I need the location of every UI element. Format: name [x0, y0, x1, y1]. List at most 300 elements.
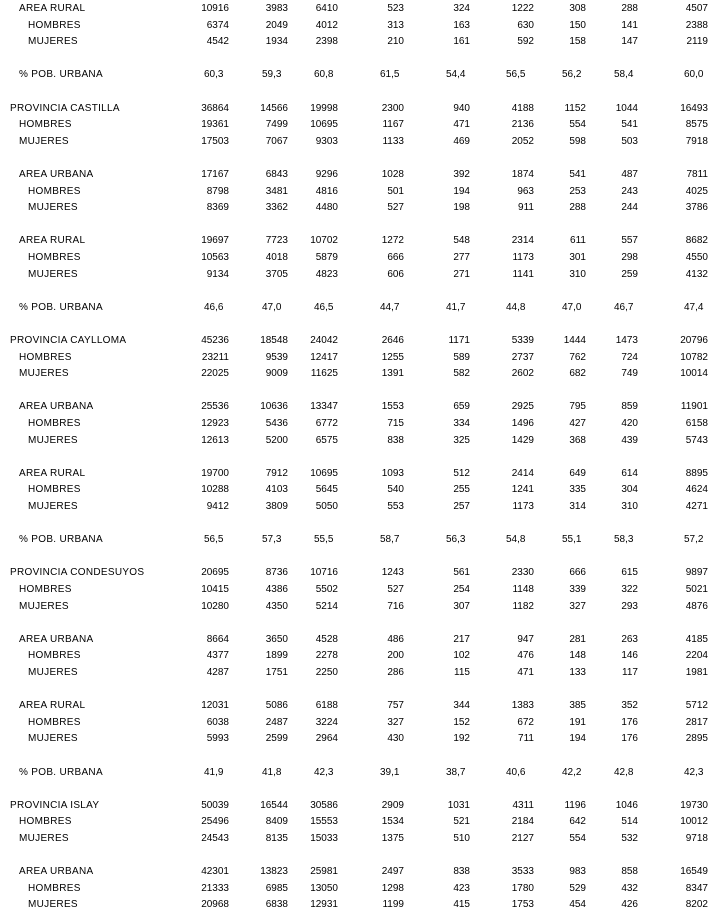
value-cell: 715 — [387, 418, 404, 429]
value-cell: 146 — [621, 650, 638, 662]
value-cell: 1243 — [381, 567, 404, 579]
value-cell: 25981 — [310, 866, 338, 878]
value-cell: 38,7 — [446, 766, 466, 778]
value-cell: 1141 — [512, 268, 534, 280]
value-cell: 2136 — [511, 119, 534, 131]
value-cell: 598 — [569, 135, 586, 147]
value-cell: 22025 — [201, 368, 229, 380]
value-cell: 4480 — [315, 202, 338, 214]
table-row — [0, 599, 712, 616]
value-cell: 4876 — [685, 600, 708, 612]
value-cell: 2119 — [686, 36, 708, 48]
value-cell: 39,1 — [380, 766, 400, 778]
value-cell: 13050 — [310, 882, 338, 894]
value-cell: 541 — [569, 169, 586, 180]
value-cell: 10014 — [680, 368, 708, 380]
row-label: PROVINCIA CAYLLOMA — [10, 335, 127, 346]
value-cell: 749 — [621, 368, 638, 380]
value-cell: 10695 — [310, 119, 338, 131]
value-cell: 210 — [387, 36, 404, 48]
value-cell: 152 — [453, 716, 470, 728]
value-cell: 454 — [569, 899, 586, 911]
table-row — [0, 814, 712, 831]
percent-urban-row — [0, 300, 712, 317]
value-cell: 176 — [621, 733, 638, 745]
value-cell: 301 — [569, 252, 586, 263]
value-cell: 1981 — [685, 667, 708, 678]
table-row — [0, 499, 712, 516]
value-cell: 1196 — [564, 799, 586, 811]
value-cell: 615 — [621, 567, 638, 579]
table-row — [0, 831, 712, 848]
value-cell: 471 — [517, 667, 534, 678]
area-row — [0, 698, 712, 715]
row-label: HOMBRES — [28, 252, 81, 263]
percent-urban-row — [0, 532, 712, 549]
value-cell: 9718 — [685, 833, 708, 844]
table-row — [0, 433, 712, 450]
value-cell: 46,7 — [614, 301, 634, 313]
value-cell: 259 — [621, 268, 638, 280]
table-row — [0, 34, 712, 51]
value-cell: 194 — [569, 733, 586, 745]
value-cell: 423 — [453, 882, 470, 894]
value-cell: 36864 — [201, 102, 229, 114]
value-cell: 4823 — [315, 268, 338, 280]
row-label: HOMBRES — [19, 119, 72, 131]
value-cell: 191 — [569, 716, 586, 728]
value-cell: 60,0 — [684, 69, 704, 81]
value-cell: 1553 — [381, 401, 404, 413]
value-cell: 4025 — [685, 185, 708, 197]
value-cell: 5200 — [265, 434, 288, 446]
value-cell: 61,5 — [380, 69, 400, 81]
value-cell: 432 — [621, 882, 638, 894]
value-cell: 2314 — [511, 235, 534, 247]
spacer-row — [0, 516, 712, 533]
value-cell: 327 — [569, 600, 586, 612]
value-cell: 5879 — [315, 252, 338, 263]
value-cell: 4287 — [206, 667, 229, 678]
value-cell: 46,5 — [314, 301, 334, 313]
value-cell: 41,7 — [446, 301, 466, 313]
spacer-row — [0, 449, 712, 466]
value-cell: 3481 — [265, 185, 288, 197]
value-cell: 324 — [453, 3, 470, 14]
value-cell: 9303 — [315, 135, 338, 147]
value-cell: 983 — [569, 866, 586, 878]
value-cell: 254 — [453, 584, 470, 595]
spacer-row — [0, 283, 712, 300]
value-cell: 20796 — [680, 335, 708, 346]
value-cell: 1171 — [448, 335, 470, 346]
value-cell: 427 — [569, 418, 586, 429]
value-cell: 2925 — [511, 401, 534, 413]
spacer-row — [0, 615, 712, 632]
value-cell: 557 — [621, 235, 638, 247]
table-row — [0, 665, 712, 682]
value-cell: 4012 — [315, 19, 338, 31]
value-cell: 57,3 — [262, 534, 282, 546]
value-cell: 9897 — [685, 567, 708, 579]
value-cell: 60,8 — [314, 69, 334, 81]
value-cell: 630 — [517, 19, 534, 31]
value-cell: 288 — [621, 3, 638, 14]
value-cell: 1173 — [512, 501, 534, 512]
value-cell: 55,5 — [314, 534, 334, 546]
value-cell: 19361 — [201, 119, 229, 131]
row-label: AREA RURAL — [19, 3, 86, 14]
value-cell: 795 — [569, 401, 586, 413]
table-row — [0, 715, 712, 732]
row-label: MUJERES — [28, 36, 78, 48]
value-cell: 8369 — [206, 202, 229, 214]
value-cell: 911 — [518, 202, 534, 214]
value-cell: 147 — [621, 36, 638, 48]
value-cell: 2184 — [511, 816, 534, 828]
value-cell: 4542 — [206, 36, 229, 48]
value-cell: 487 — [621, 169, 638, 180]
value-cell: 19697 — [201, 235, 229, 247]
value-cell: 532 — [621, 833, 638, 844]
value-cell: 392 — [453, 169, 470, 180]
row-label: AREA URBANA — [19, 866, 94, 878]
value-cell: 2278 — [315, 650, 338, 662]
value-cell: 614 — [621, 467, 638, 479]
value-cell: 1751 — [265, 667, 288, 678]
row-label: MUJERES — [28, 268, 78, 280]
value-cell: 46,6 — [204, 301, 224, 313]
value-cell: 200 — [387, 650, 404, 662]
value-cell: 2204 — [685, 650, 708, 662]
value-cell: 9539 — [265, 351, 288, 363]
value-cell: 5502 — [315, 584, 338, 595]
table-row — [0, 267, 712, 284]
value-cell: 44,8 — [506, 301, 526, 313]
value-cell: 1391 — [381, 368, 404, 380]
value-cell: 859 — [621, 401, 638, 413]
value-cell: 8798 — [206, 185, 229, 197]
value-cell: 2052 — [511, 135, 534, 147]
spacer-row — [0, 150, 712, 167]
row-label: MUJERES — [19, 833, 69, 844]
value-cell: 271 — [453, 268, 470, 280]
value-cell: 757 — [387, 700, 404, 712]
value-cell: 7918 — [685, 135, 708, 147]
province-row — [0, 798, 712, 815]
value-cell: 19730 — [680, 799, 708, 811]
value-cell: 13347 — [310, 401, 338, 413]
value-cell: 14566 — [260, 102, 288, 114]
value-cell: 4350 — [265, 600, 288, 612]
table-row — [0, 200, 712, 217]
value-cell: 50039 — [201, 799, 229, 811]
value-cell: 529 — [569, 882, 586, 894]
value-cell: 5436 — [265, 418, 288, 429]
table-row — [0, 648, 712, 665]
value-cell: 17167 — [201, 169, 229, 180]
row-label: MUJERES — [19, 600, 69, 612]
table-row — [0, 731, 712, 748]
value-cell: 1031 — [447, 799, 470, 811]
value-cell: 1429 — [511, 434, 534, 446]
row-label: % POB. URBANA — [19, 301, 103, 313]
value-cell: 255 — [453, 484, 470, 496]
value-cell: 9296 — [315, 169, 338, 180]
value-cell: 1444 — [563, 335, 586, 346]
value-cell: 2817 — [685, 716, 708, 728]
value-cell: 244 — [621, 202, 638, 214]
table-row — [0, 366, 712, 383]
value-cell: 3533 — [511, 866, 534, 878]
value-cell: 368 — [569, 434, 586, 446]
value-cell: 7912 — [265, 467, 288, 479]
value-cell: 486 — [387, 633, 404, 645]
value-cell: 1046 — [615, 799, 638, 811]
value-cell: 672 — [517, 716, 534, 728]
value-cell: 12923 — [201, 418, 229, 429]
value-cell: 9134 — [206, 268, 229, 280]
value-cell: 2398 — [315, 36, 338, 48]
value-cell: 56,5 — [506, 69, 526, 81]
province-row — [0, 565, 712, 582]
value-cell: 666 — [569, 567, 586, 579]
value-cell: 10280 — [201, 600, 229, 612]
value-cell: 1222 — [511, 3, 534, 14]
table-row — [0, 350, 712, 367]
value-cell: 1298 — [381, 882, 404, 894]
value-cell: 344 — [453, 700, 470, 712]
value-cell: 12931 — [310, 899, 338, 911]
row-label: HOMBRES — [19, 351, 72, 363]
value-cell: 6575 — [315, 434, 338, 446]
value-cell: 642 — [569, 816, 586, 828]
area-row — [0, 466, 712, 483]
value-cell: 1899 — [265, 650, 288, 662]
value-cell: 426 — [621, 899, 638, 911]
value-cell: 8736 — [265, 567, 288, 579]
value-cell: 476 — [517, 650, 534, 662]
spacer-row — [0, 682, 712, 699]
row-label: MUJERES — [28, 434, 78, 446]
value-cell: 10636 — [260, 401, 288, 413]
value-cell: 6038 — [206, 716, 229, 728]
value-cell: 257 — [453, 501, 470, 512]
value-cell: 2964 — [315, 733, 338, 745]
row-label: AREA URBANA — [19, 169, 94, 180]
value-cell: 385 — [569, 700, 586, 712]
value-cell: 45236 — [201, 335, 229, 346]
value-cell: 523 — [387, 3, 404, 14]
row-label: MUJERES — [28, 202, 78, 214]
value-cell: 12031 — [201, 700, 229, 712]
value-cell: 963 — [517, 185, 534, 197]
value-cell: 11625 — [310, 368, 338, 380]
value-cell: 25496 — [201, 816, 229, 828]
value-cell: 1375 — [381, 833, 404, 844]
value-cell: 2049 — [265, 19, 288, 31]
percent-urban-row — [0, 765, 712, 782]
value-cell: 1496 — [511, 418, 534, 429]
value-cell: 335 — [569, 484, 586, 496]
value-cell: 2737 — [511, 351, 534, 363]
value-cell: 659 — [453, 401, 470, 413]
value-cell: 56,2 — [562, 69, 582, 81]
value-cell: 6374 — [206, 19, 229, 31]
value-cell: 12417 — [310, 351, 338, 363]
row-label: MUJERES — [28, 899, 78, 911]
value-cell: 115 — [454, 667, 470, 678]
value-cell: 322 — [621, 584, 638, 595]
value-cell: 1093 — [381, 467, 404, 479]
value-cell: 415 — [453, 899, 470, 911]
value-cell: 5712 — [685, 700, 708, 712]
spacer-row — [0, 781, 712, 798]
value-cell: 540 — [387, 484, 404, 496]
row-label: AREA RURAL — [19, 467, 86, 479]
table-row — [0, 18, 712, 35]
value-cell: 8682 — [685, 235, 708, 247]
value-cell: 19700 — [201, 467, 229, 479]
row-label: HOMBRES — [28, 650, 81, 662]
value-cell: 339 — [569, 584, 586, 595]
value-cell: 5743 — [685, 434, 708, 446]
value-cell: 6843 — [265, 169, 288, 180]
row-label: HOMBRES — [28, 716, 81, 728]
value-cell: 42,8 — [614, 766, 634, 778]
table-row — [0, 416, 712, 433]
spacer-row — [0, 316, 712, 333]
spacer-row — [0, 84, 712, 101]
value-cell: 310 — [621, 501, 638, 512]
value-cell: 10716 — [310, 567, 338, 579]
row-label: PROVINCIA ISLAY — [10, 799, 100, 811]
value-cell: 298 — [621, 252, 638, 263]
value-cell: 42301 — [201, 866, 229, 878]
value-cell: 10415 — [201, 584, 229, 595]
value-cell: 858 — [621, 866, 638, 878]
value-cell: 1874 — [511, 169, 534, 180]
value-cell: 24543 — [201, 833, 229, 844]
row-label: AREA URBANA — [19, 401, 94, 413]
value-cell: 243 — [621, 185, 638, 197]
table-row — [0, 117, 712, 134]
value-cell: 24042 — [310, 335, 338, 346]
spacer-row — [0, 748, 712, 765]
value-cell: 21333 — [201, 882, 229, 894]
value-cell: 3650 — [265, 633, 288, 645]
value-cell: 47,0 — [562, 301, 582, 313]
value-cell: 430 — [387, 733, 404, 745]
table-row — [0, 897, 712, 914]
spacer-row — [0, 549, 712, 566]
row-label: MUJERES — [28, 667, 78, 678]
area-row — [0, 632, 712, 649]
value-cell: 3362 — [265, 202, 288, 214]
value-cell: 286 — [387, 667, 404, 678]
row-label: AREA RURAL — [19, 235, 86, 247]
value-cell: 9412 — [206, 501, 229, 512]
value-cell: 8135 — [265, 833, 288, 844]
value-cell: 666 — [387, 252, 404, 263]
value-cell: 41,8 — [262, 766, 282, 778]
value-cell: 1753 — [511, 899, 534, 911]
value-cell: 2388 — [685, 19, 708, 31]
value-cell: 3809 — [265, 501, 288, 512]
value-cell: 42,3 — [684, 766, 704, 778]
value-cell: 4188 — [511, 102, 534, 114]
value-cell: 2909 — [381, 799, 404, 811]
value-cell: 4386 — [265, 584, 288, 595]
value-cell: 58,7 — [380, 534, 400, 546]
value-cell: 47,0 — [262, 301, 282, 313]
value-cell: 8575 — [685, 119, 708, 131]
value-cell: 102 — [453, 650, 470, 662]
value-cell: 521 — [453, 816, 470, 828]
value-cell: 47,4 — [684, 301, 704, 313]
value-cell: 7723 — [265, 235, 288, 247]
value-cell: 20968 — [201, 899, 229, 911]
value-cell: 42,3 — [314, 766, 334, 778]
table-row — [0, 134, 712, 151]
row-label: HOMBRES — [19, 816, 72, 828]
value-cell: 18548 — [260, 335, 288, 346]
value-cell: 263 — [621, 633, 638, 645]
value-cell: 947 — [517, 633, 534, 645]
value-cell: 2895 — [685, 733, 708, 745]
value-cell: 117 — [622, 667, 638, 678]
value-cell: 1383 — [511, 700, 534, 712]
table-row — [0, 250, 712, 267]
value-cell: 4132 — [685, 268, 708, 280]
value-cell: 5645 — [315, 484, 338, 496]
percent-urban-row — [0, 67, 712, 84]
value-cell: 217 — [453, 633, 470, 645]
value-cell: 163 — [453, 19, 470, 31]
value-cell: 553 — [387, 501, 404, 512]
row-label: AREA RURAL — [19, 700, 86, 712]
value-cell: 56,3 — [446, 534, 466, 546]
value-cell: 253 — [569, 185, 586, 197]
table-row — [0, 881, 712, 898]
row-label: HOMBRES — [28, 418, 81, 429]
value-cell: 5339 — [511, 335, 534, 346]
value-cell: 1167 — [382, 119, 404, 131]
value-cell: 44,7 — [380, 301, 400, 313]
value-cell: 5214 — [315, 600, 338, 612]
value-cell: 8347 — [685, 882, 708, 894]
value-cell: 510 — [453, 833, 470, 844]
value-cell: 277 — [453, 252, 470, 263]
spacer-row — [0, 51, 712, 68]
value-cell: 56,5 — [204, 534, 224, 546]
value-cell: 1148 — [512, 584, 534, 595]
value-cell: 1133 — [382, 135, 404, 147]
value-cell: 148 — [569, 650, 586, 662]
row-label: PROVINCIA CONDESUYOS — [10, 567, 145, 579]
value-cell: 1255 — [381, 351, 404, 363]
value-cell: 59,3 — [262, 69, 282, 81]
value-cell: 1241 — [511, 484, 534, 496]
value-cell: 10782 — [680, 351, 708, 363]
value-cell: 57,2 — [684, 534, 704, 546]
value-cell: 716 — [387, 600, 404, 612]
value-cell: 4311 — [512, 799, 534, 811]
value-cell: 23211 — [201, 351, 229, 363]
value-cell: 3983 — [265, 3, 288, 14]
value-cell: 503 — [621, 135, 638, 147]
value-cell: 5021 — [685, 584, 708, 595]
